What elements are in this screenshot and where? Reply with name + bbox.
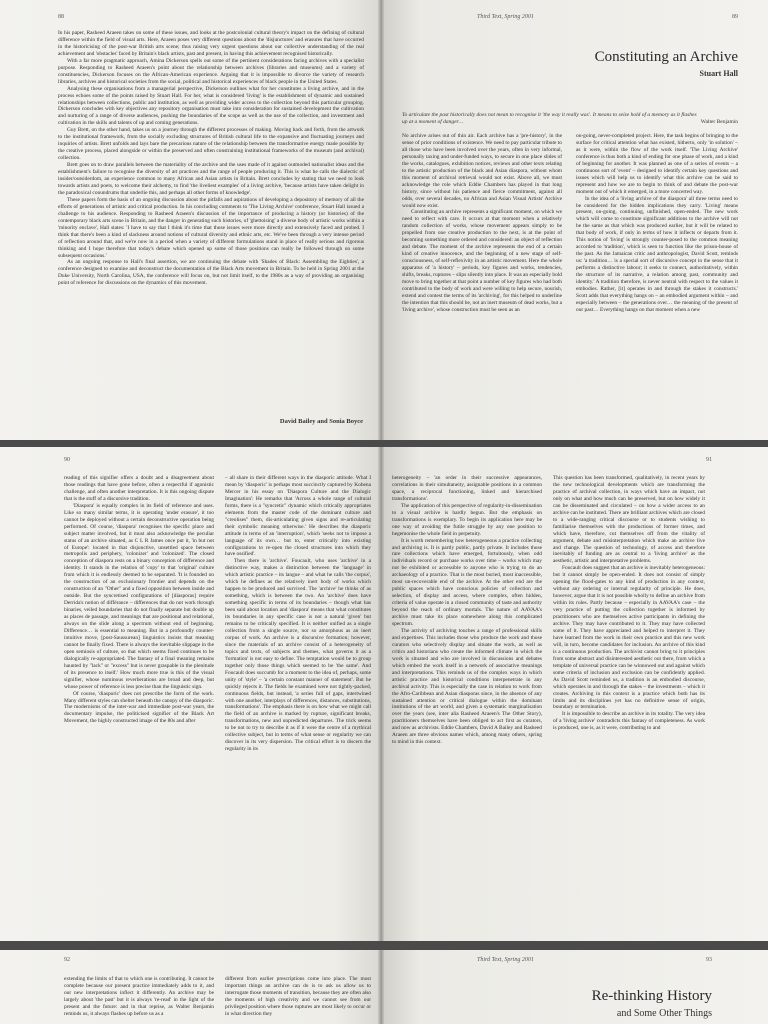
page-91 — [381, 447, 768, 941]
paragraph: heterogeneity – 'an order in their successive appearances, correlations in their simultaneity, assignable positions in a common space, a reciprocal functioning, linked and hierarchised transformations'. — [392, 475, 542, 502]
paragraph: Constituting an archive represents a significant moment, on which we need to reflect with care. It occurs at that moment when a relatively random collection of works, whose movement appears simply to be propelled from one creative production to the next, is at the point of becoming something more ordered and considered: an object of reflection and debate. The moment of the archive represents the end of a certain kind of creative innocence, and the beginning of a new stage of self-consciousness, of self-reflexivity in an artistic movement. Here the whole apparatus of 'a history' – periods, key figures and works, tendencies, shifts, breaks, ruptures – slips silently into place. It was an especially bold move to bring together at that point a number of key figures who had both contributed to the body of work and were willing to help secure, nourish, extend and contest the terms of its 'archiving', for this helped to underline the intention that this should be, not an inert museum of dead works, but a 'living archive', whose construction must be seen as an — [402, 209, 562, 313]
article-title: Re-thinking History — [591, 988, 712, 1004]
article-author: Stuart Hall — [699, 69, 738, 78]
paragraph: With a far more pragmatic approach, Amina Dickerson spells out some of the pertinent considerations facing archives with a specialist purpose. Responding to Rasheed Araeen's point about the relationship between archives (libraries and museums) and a variety of constituencies, Dickerson focuses on the African-American experience. Arguing that it is impossible to divorce the variety of research libraries, archives and historical societies from the social, political and historical experiences of black people in the United States. — [58, 57, 364, 85]
article-subtitle: and Some Other Things — [616, 1008, 712, 1019]
spread-pages-90-91 — [0, 447, 768, 941]
text-column-right — [576, 133, 738, 429]
paragraph: These papers form the basis of an ongoing discussion about the pitfalls and aspirations of developing a depository of memory of all the efforts of generations of artistic and critical production. In his concluding comments to 'The Living Archive' conference, Stuart Hall issued a challenge to his audience. Responding to Rasheed Araeen's discussion of the importance of producing a history (or histories) of the contemporary black arts scene in Britain, and the danger in generating such histories, of 'ghettoising' a diverse body of artistic works within a 'minority enclave', Hall states: 'I have to say that I think it's time that those issues were more directly and extensively faced and probed. I think that there's been a kind of slackness around notions of cultural diversity and ethnic arts, etc. We've been through a very intense period of reflection around that, and we're now in a period when a variety of different formulations stand in place of really serious and rigorous thinking and I hope therefore that today's debate which opened up some of those positions can really be followed through on some subsequent occasions.' — [58, 196, 364, 259]
intro-text-column — [58, 30, 364, 406]
page-88 — [0, 0, 381, 440]
paragraph: Guy Brett, on the other hand, takes us on a journey through the different processes of making. Moving back and forth, from the artwork to the institutional framework, from the socially excluding structures of British cultural life to the expansive and fluctuating journeys and inquiries of artists. Brett unfolds and lays bare the precarious nature of the relationship between the transformative energy made possible by the creative process, placed alongside or within the preserved and often constraining institutional frameworks of the museum (and archival) collection. — [58, 127, 364, 162]
page-number: 89 — [732, 14, 738, 20]
page-89 — [381, 0, 768, 440]
page-number: 93 — [706, 957, 712, 963]
editors-signature: David Bailey and Sonia Boyce — [279, 418, 363, 425]
paragraph: No archive arises out of thin air. Each archive has a 'pre-history', in the sense of prior conditions of existence. We need to pay particular tribute to all those who have been involved over the years, often in very informal, personally taxing and under-funded ways, to secure in one place slides of the works, catalogues, exhibition notices, reviews and other texts relating to the artistic production of the black and Asian diaspora, without whom this moment of archival retrieval would not exist. Above all, we must acknowledge the role which Eddie Chambers has played in that long history, since without his patience and fierce commitment, against all odds, over several decades, no African and Asian Visual Artists' Archive would now exist. — [402, 133, 562, 209]
running-head: Third Text, Spring 2001 — [477, 957, 534, 963]
paragraph: – all share in their different ways in the diasporic attitude. What I mean by 'diasporic' is perhaps most succinctly captured by Kobena Mercer in his essay on 'Diaspora Culture and the Dialogic Imagination': He remarks that 'Across a whole range of cultural forms, there is a "syncretic" dynamic which critically appropriates elements from the master code of the dominant culture and "creolises" them, dis-articulating given signs and re-articulating their symbolic meaning otherwise.' He describes the diasporic attitude in terms of an 'interruption', which 'seeks not to impose a language of its own… but to, enter critically into existing configurations to re-open the closed structures into which they have ossified'. — [225, 475, 371, 558]
paragraph: on-going, never-completed project. Here, the task begins of bringing to the surface for critical attention what has existed, hitherto, only 'in solution' – as it were, within the flow of the work itself. 'The Living Archive' conference is thus both a kind of ending for one phase of work, and a kind of beginning for another. It was planned as one of a series of events – a continuous sort of 'event' – designed to identify certain key questions and issues which will help us to identify what this archive can be said to represent and how we are to begin to think of and debate the post-war moment out of which it emerged, in a more concerted way. — [576, 133, 738, 195]
paragraph: reading of this signifier offers a doubt and a disagreement about those readings that have gone before, often a respectful if agonistic challenge, and often another interpretation. It is this ongoing dispute that is the stuff of a discursive tradition. — [64, 475, 214, 502]
paragraph: This question has been transformed, qualitatively, in recent years by the new technological developments which are transforming the practice of archival collection, in ways which have an impact, not only on what and how much can be preserved, but on how widely it can be disseminated and circulated – on how a wider access to an archive can be instituted. There are brilliant archives which are closed to a wide-ranging critical discourse or to students wishing to familiarise themselves with the productions of former times, and which have, therefore, cut themselves off from the vitality of argument, debate and misinterpretation which make an archive live and change. The question of technology, of access and therefore inevitably of funding are as central to a 'living archive' as the aesthetic, artistic and interpretative problems. — [553, 475, 705, 565]
spread-pages-92-93 — [0, 950, 768, 1024]
page-number: 91 — [706, 457, 712, 463]
page-number: 92 — [64, 957, 70, 963]
page-number: 90 — [64, 457, 70, 463]
paragraph: extending the limits of that to which one is contributing. It cannot be complete because our present practice immediately adds to it, and our new interpretations inflect it differently. An archive may be largely about 'the past' but it is always 're-read' in the light of the present and the future: and in that reprise, as Walter Benjamin reminds us, it always flashes up before us as a — [64, 976, 214, 1017]
paragraph: It is impossible to describe an archive in its totality. The very idea of a 'living archive' contradicts this fantasy of completeness. As work is produced, one is, as it were, contributing to and — [553, 711, 705, 732]
paragraph: The application of this perspective of regularity-in-dissemination to a visual archive is hardly begun. But the emphasis on transformations is exemplary. To begin its application here may be one way of avoiding the futile struggle by any one position to hegemonise the whole field in perpetuity. — [392, 502, 542, 537]
page-92 — [0, 950, 381, 1024]
text-column-left — [392, 475, 542, 931]
book-gutter — [378, 0, 384, 440]
text-column-left — [64, 475, 214, 931]
paragraph: As an ongoing response to Hall's final assertion, we are continuing the debate with 'Shades of Black: Assembling the Eighties', a conference designed to examine and deconstruct the documentation of the Black Arts movement in Britain. To be held in Spring 2001 at the Duke University, North Carolina, USA, the conference will focus on, but not limit itself, to the 1980s as a way of providing an organising point of reference for discussions on the dynamics of this movement. — [58, 259, 364, 287]
text-column-left — [64, 976, 214, 1022]
paragraph: Brett goes on to draw parallels between the materiality of the archive and the uses made of it against outmoded nationalist ideas and the establishment's failure to recognise the diversity of art practices and the range of people producing it. This is what he calls the dialectic of insider/outsiderdom, an experience common to many African and Asian artists in Britain. Brett concludes by stating that we need to look towards artists and poets, to welcome their alchemy, to find 'the liveliest examples' of a living archive, 'because artists have taken delight in the paradoxical conundrums that underlie this, and perhaps all other forms of knowledge'. — [58, 162, 364, 196]
paragraph: The activity of archiving touches a range of professional skills and expertises. This includes those who produce the work and those curators who selectively display and situate the work, as well as critics and historians who create the informed climate in which the work is situated and who are involved in discussions and debates which embed the work itself in a network of associative meanings and interpretations. This reminds us of the complex ways in which artistic practice and historical conditions interpenetrate in any archival activity. This is especially the case in relation to work from the Afro-Caribbean and Asian diasporas since, in the absence of any sustained attention or critical dialogue within the dominant institutions of the art world, and given a systematic marginalisation over the years (see, inter alia Rasheed Araeen's The Other Story), practitioners themselves have been obliged to act first as curators, and now as archivists. Eddie Chambers, David A Bailey and Rasheed Araeen are three obvious names which, among many others, spring to mind in this context. — [392, 627, 542, 746]
paragraph: Foucault does suggest that an archive is inevitably heterogeneous: but it cannot simply be open-ended. It does not consist of simply opening the flood-gates to any kind of production in any context, without any ordering or internal regularity of principle. He does, however, argue that it is not possible wholly to define an archive from within its rules. Partly because – especially in AAVAA's case – the very practice of putting the collection together is informed by practitioners who are themselves active participants in defining the archive. They may have contributed to it. They may have collected some of it. They have appreciated and helped to interpret it. They have learned from the work in their own practice and this new work will, in turn, become candidates for inclusion. An archive of this kind is a continuous production. The archivist cannot bring to it principles from some abstract and disinterested aesthetic out there, from which a template of universal practice can be winnowed out and against which some criteria of inclusion and exclusion can be confidently applied. As David Scott reminded us, a tradition is an embodied discourse, which operates in and through the stakes – the investments – which it creates. Archiving in this context is a practice which both has its limits and its disciplines yet has no definitive sense of origin, boundary or termination. — [553, 565, 705, 711]
page-90 — [0, 447, 381, 941]
paragraph: It is worth remembering how heterogeneous a practice collecting and archiving is. It is partly public, partly private. It includes those rare collections which have emerged, fortuitously, when odd individuals record or purchase works over time – works which may not be exhibited or accessible to anyone who is trying to do an archaeology of a practice. That is the most buried, most inaccessible, most un-recoverable end of the archive. At the other end are the public spaces which have conscious policies of collection and selection, of display and access, where complex, often hidden, criteria of value operate in a closed community of taste and authority beyond the reach of ordinary mortals. The nature of AAVAA's archive must take its place somewhere along this complicated spectrum. — [392, 537, 542, 628]
book-gutter — [378, 950, 384, 1024]
paragraph: Then there is 'archive'. Foucault, who uses 'archive' in a distinctive way, makes a distinction between the 'language' in which artistic practice – its langue – and what he calls 'the corpus', which he defines as the relatively inert body of works which happen to be produced and survived. The 'archive' he thinks of as something, which is between the two. An 'archive' does have something specific in terms of its boundaries – though what has been said about location and 'diaspora' means that what constitutes its boundaries in any specific case is not a natural 'given' but remains to be critically specified. It is neither unified as a single collection from a single source, nor so amorphous as an inert corpus of work. An archive is a discursive formation; however, since the materials of an archive consist of a heterogeneity of topics and texts, of subjects and themes, what governs it as a 'formation' is not easy to define. The temptation would be to group together only those things which seemed to be 'the same'. And Foucault does succumb for a moment to the idea of, perhaps, some unity of 'style' – 'a certain constant manner of statement'. But he quickly rejects it. The fields he examined were not tightly-packed, continuous fields, but instead, 'a series full of gaps, intertwined with one another, interplays of differences, distances, substitutions, transformations'. The emphasis there is on how what we might call the field of an archive is marked by rupture, significant breaks, transformations, new and unpredicted departures. The trick seems to be not to try to describe it as if it were the centre of a mythical collective subject, but in terms of what sense or regularity we can discover in its very dispersion. The critical effort is to discern the regularity in its — [225, 558, 371, 753]
book-gutter — [378, 447, 384, 941]
epigraph: To articulate the past historically does not mean to recognise it 'the way it really was'. It means to seize hold of a memory as it flashes up at a moment of danger… — [402, 112, 697, 125]
page-93 — [381, 950, 768, 1024]
spread-pages-88-89 — [0, 0, 768, 440]
text-column-left — [402, 133, 562, 429]
text-column-right — [553, 475, 705, 931]
paragraph: In the idea of a 'living archive of the diaspora' all three terms need to be considered for the hidden implications they carry. 'Living' means present, on-going, continuing, unfinished, open-ended. The new work which will come to constitute significant additions to the archive will not be the same as that which was produced earlier, but it will be related to that body of work, if only in terms of how it inflects or departs from it. This notion of 'living' is strongly counter-posed to the common meaning accorded to 'tradition', which is seen to function like the prison-house of the past. As the Jamaican critic and anthropologist, David Scott, reminds us: 'a tradition… is a special sort of discursive concept in the sense that it performs a distinctive labour; it seeks to connect, authoritatively, within the structure of its narrative, a relation among past, community and identity.' A tradition therefore, is never neutral with respect to the values it embodies. Rather, [it] operates in and through the stakes it constructs.' Scott adds that everything hangs on – an embodied argument within – and especially between – the generations over… the meaning of the present of our past… Everything hangs on that moment when a new — [576, 195, 738, 313]
paragraph: In his paper, Rasheed Araeen takes on some of these issues, and looks at the postcolonial cultural theory's impact on the defining of cultural difference within the field of visual arts. Here, Araeen poses very different questions about the 'disjunctures' and erasures that have occurred in the historicising of the post-war British arts scene; thus raising very urgent questions about our collective understanding of the real achievement and 'obstacles' faced by Britain's black artists, past and present, in having this achievement recognised historically. — [58, 30, 364, 57]
paragraph: Of course, 'diasporic' does not prescribe the form of the work. Many different styles can shelter beneath the canopy of the diasporic. The modernisms of the inter-war and immediate post-war years, the documentary impulse, the politicised signifier of the Black Art Movement, the highly constructed image of the 80s and after — [64, 690, 214, 725]
article-title: Constituting an Archive — [594, 49, 738, 65]
text-column-right — [225, 976, 371, 1022]
epigraph-attribution: Walter Benjamin — [700, 119, 738, 125]
paragraph: 'Diaspora' is equally complex in its field of reference and uses. Like so many similar terms, it is operating 'under erasure', it too cannot be deployed without a certain deconstructive operation being performed. Of course, 'diaspora' recognises the specific place and subject matter involved, but it must also acknowledge the peculiar status of an archive situated, as C L R James once put it, 'in but not of Europe': located in that disjunctive, unsettled space between metropolis and periphery, 'colonizer' and 'colonized'. The closed conception of diaspora rests on a binary conception of difference and identity. It stands in the relation of 'copy' to that 'original' culture from which it is endlessly deemed to be separated. 'It is founded on the construction of an exclusionary frontier and depends on the construction of an "Other" and a fixed opposition between inside and outside. But the syncretised configurations of [diasporas] require Derrida's notion of différance – differences that do not work through binaries, veiled boundaries that do not finally separate but double up as places de passage, and meanings that are positional and relational, always on the slide along a spectrum without end of beginning. Difference… is essential to meaning. But in a profoundly counter-intuitive move, [post-Saussurean] linguistics insists that meaning cannot be finally fixed. There is always the inevitable slippage in the open semiosis of culture, so that which seems fixed continues to be dialogically re-appropriated. The fantasy of a final meaning remains haunted by "lack" or "excess" but is never graspable in the plenitude of its presence to itself.' How much more true is this of the visual signifier, whose numinous reverberations are broad and deep, but whose power of reference is less precise than the linguistic sign. — [64, 502, 214, 690]
text-column-right — [225, 475, 371, 931]
page-number: 88 — [58, 14, 64, 20]
paragraph: Analysing these organisations from a managerial perspective, Dickerson outlines what for her constitutes a living archive, and in the process echoes some of the points raised by Stuart Hall. For her, what is considered 'living' is the establishment of dynamic and sustained relationships between collections, public and institution, as well as providing wider access to the collection beyond this particular grouping. Dickerson concludes with key objectives any repository organisation must take into consideration for sustained development the cultivation and nurturing of a range of diverse audiences, pushing the boundaries of the scope as well as the use of the collection, and investment and cultivation in the skills and talents of up and coming generations. — [58, 85, 364, 127]
paragraph: different from earlier prescriptions come into place. The most important things an archive can do is to ask us allow us to interrogate those moments of transition, because they are often also the moments of high creativity and we cannot see from our privileged position where those ruptures are most likely to occur or in what direction they — [225, 976, 371, 1017]
running-head: Third Text, Spring 2001 — [477, 14, 534, 20]
